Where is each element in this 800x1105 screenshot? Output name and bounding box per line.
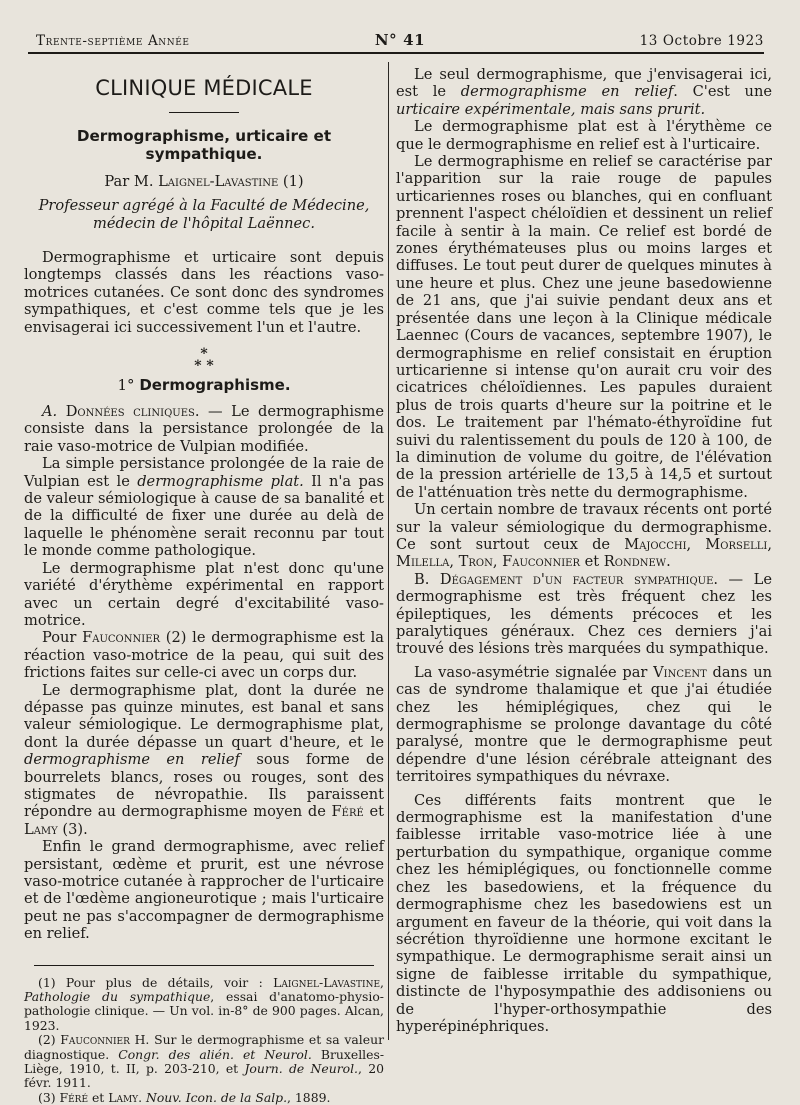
paragraph-recent-works: [396, 501, 772, 571]
subsection-name: Dermographisme.: [139, 376, 291, 395]
subsection-title: [24, 376, 384, 394]
para-label: A.: [42, 403, 58, 421]
paragraph-duration: [24, 682, 384, 839]
para-text: La vaso-asymétrie signalée par: [414, 663, 654, 681]
issue-date: 13 Octobre 1923: [639, 33, 764, 49]
para-text: (3).: [57, 820, 88, 838]
para-emphasis: dermographisme en relief: [24, 751, 240, 769]
para-text: Il n'a pas de valeur sémiologique à cause de sa banalité et de la difficulté de fixer une durée au delà de laquelle le phénomène serait reconnu par tout le monde comme pathologique.: [24, 472, 384, 560]
column-divider: [388, 62, 389, 1040]
footnote-text: , 1889.: [287, 1089, 331, 1105]
footnote-text: H. Sur le dermographisme et sa valeur diagnostique.: [24, 1032, 384, 1062]
paragraph-vaso-asymmetry: [396, 664, 772, 786]
footnote-text: (2): [38, 1032, 61, 1048]
paragraph-flat-dermographism: [24, 455, 384, 559]
para-text: et: [363, 803, 384, 821]
affiliation-line-2: médecin de l'hôpital Laënnec.: [93, 215, 315, 232]
section-heading: CLINIQUE MÉDICALE: [95, 76, 313, 100]
para-text: La simple persistance prolongée de la raie de Vulpian est le: [24, 455, 384, 490]
cited-author: Féré: [331, 803, 364, 821]
para-text: — Le dermographisme consiste dans la persistance prolongée de la raie vaso-motrice de Vulpian modifiée.: [24, 403, 384, 455]
footnote-2: [24, 1033, 384, 1091]
cited-author: Lamy: [24, 820, 58, 838]
footnote-text: .: [138, 1089, 146, 1105]
footnote-text: (1) Pour plus de détails, voir :: [38, 974, 274, 990]
para-text: sous forme de bourrelets blancs, roses ou rouges, sont des stigmates de névropathie. Ils paraissent répondre au dermographisme moyen de: [24, 751, 384, 821]
cited-author: Fauconnier: [60, 1032, 130, 1048]
asterism-top: *: [200, 346, 208, 363]
cited-author: Vincent: [653, 663, 707, 681]
footnote-text: ,: [380, 974, 384, 990]
para-text: . C'est une: [673, 83, 772, 101]
volume-label: Trente-septième Année: [36, 33, 190, 49]
para-heading: Données cliniques.: [65, 403, 200, 421]
paragraph-relief-description: Le dermographisme en relief se caractérise par l'apparition sur la raie rouge de papules urticariennes roses ou blanches, qui en confluant prennent l'aspect chéloïdien et dessinent un relief facile à sentir à la main. Ce relief est bordé de zones érythémateuses plus ou moins larges et diffuses. Le tout peut durer de quelques minutes à une heure et plus. Chez une jeune basedowienne de 21 ans, que j'ai suivie pendant deux ans et présentée dans une leçon à la Clinique médicale Laennec (Cours de vacances, septembre 1907), le dermographisme en relief consistait en éruption urticarienne si intense qu'on aurait cru voir des cicatrices chéloïdiennes. Les papules duraient plus de trois quarts d'heure sur la poitrine et le dos. Le traitement par l'hémato-éthyroïdine fut suivi du ralentissement du pouls de 120 à 100, de la diminution de volume du goitre, de l'élévation de la pression artérielle de 13,5 à 14,5 et surtout de l'atténuation très nette du dermographisme.: [396, 153, 772, 501]
author-affiliation: [24, 197, 384, 233]
para-text: .: [666, 553, 671, 571]
footnote-3: [24, 1091, 384, 1105]
paragraph-sympathetic-factor: [396, 571, 772, 658]
paragraph-fauconnier: [24, 629, 384, 681]
para-text: Un certain nombre de travaux récents ont porté sur la valeur sémiologique du dermographisme. Ce sont surtout ceux de: [396, 501, 772, 553]
paragraph-clinical-data: [24, 403, 384, 455]
para-emphasis: dermographisme plat.: [137, 472, 304, 490]
cited-author: Féré: [59, 1089, 89, 1105]
para-text: et: [580, 553, 604, 571]
section-rule: [169, 112, 239, 113]
footnote-emphasis: Congr. des alién. et Neurol.: [118, 1046, 312, 1062]
para-label: B.: [414, 570, 430, 588]
cited-author: Fauconnier: [82, 629, 161, 647]
para-emphasis: dermographisme en relief: [460, 83, 674, 101]
para-text: dans un cas de syndrome thalamique et que j'ai étudiée chez les hémiplégiques, chez qui le dermographisme se prolonge davantage du côté paralysé, montre que le dermographisme peut dépendre d'une lésion cérébrale atteignant des territoires sympathiques du névraxe.: [396, 663, 772, 786]
author-footnote-ref: (1): [282, 173, 304, 190]
para-emphasis: urticaire expérimentale, mais sans prurit.: [396, 100, 706, 118]
footnote-text: Bruxelles-Liège, 1910, t. II, p. 203-210, et: [24, 1046, 385, 1077]
footnote-text: , 20 févr. 1911.: [24, 1061, 384, 1091]
affiliation-line-1: Professeur agrégé à la Faculté de Médecine,: [38, 197, 370, 214]
paragraph-analogy: Le dermographisme plat est à l'érythème ce que le dermographisme en relief est à l'urticaire.: [396, 118, 772, 153]
footnote-rule: [34, 965, 374, 966]
paragraph-conclusion: Ces différents faits montrent que le dermographisme est la manifestation d'une faiblesse irritable vaso-motrice liée à une perturbation du sympathique, organique comme chez les hémiplégiques, ou fonctionnelle comme chez les basedowiens, et la fréquence du dermographisme chez les basedowiens est un argument en faveur de la théorie, qui voit dans la sécrétion thyroïdienne une hormone excitant le sympathique. Le dermographisme serait ainsi un signe de faiblesse irritable du sympathique, distincte de l'hyposympathie des addisoniens ou de l'hyper-orthosympathie des hyperépinéphriques.: [396, 791, 772, 1035]
footnotes: [24, 976, 384, 1105]
intro-paragraph: Dermographisme et urticaire sont depuis longtemps classés dans les réactions vaso-motrices cutanées. Ce sont donc des syndromes sympathiques, et c'est comme tels que je les envisagerai ici successivement l'un et l'autre.: [24, 249, 384, 336]
paragraph-relief-intro: [396, 66, 772, 118]
author-prefix: Par M.: [104, 173, 154, 190]
subsection-number: 1°: [117, 376, 135, 395]
right-column: [396, 66, 772, 1056]
footnote-text: et: [88, 1089, 109, 1105]
para-text: Le dermographisme plat, dont la durée ne dépasse pas quinze minutes, est banal et sans valeur sémiologique. Le dermographisme plat, dont la durée dépasse un quart d'heure, et le: [24, 681, 384, 751]
cited-author: Lamy: [108, 1089, 139, 1105]
footnote-text: (3): [38, 1089, 60, 1105]
paragraph-erythema: Le dermographisme plat n'est donc qu'une variété d'érythème expérimental en rapport avec un certain degré d'excitabilité vaso-motrice.: [24, 559, 384, 629]
cited-author: Laignel-Lavastine: [273, 974, 381, 990]
author-name: Laignel-Lavastine: [158, 173, 279, 190]
running-header: [36, 30, 764, 52]
footnote-emphasis: Pathologie du sympathique: [24, 989, 211, 1005]
footnote-text: , essai d'anatomo-physio-pathologie clinique. — Un vol. in-8° de 900 pages. Alcan, 1923.: [24, 989, 384, 1033]
header-rule: [28, 52, 764, 54]
article-title: Dermographisme, urticaire et sympathique.: [76, 127, 332, 163]
asterism: [24, 346, 384, 375]
para-text: Le seul dermographisme, que j'envisagerai ici, est le: [396, 66, 772, 101]
footnote-emphasis: Journ. de Neurol.: [244, 1061, 358, 1077]
para-heading: Dégagement d'un facteur sympathique.: [439, 570, 719, 588]
asterism-bottom: * *: [194, 358, 214, 375]
para-text: (2) le dermographisme est la réaction vaso-motrice de la peau, qui suit des frictions faites sur celle-ci avec un corps dur.: [24, 629, 384, 682]
footnote-emphasis: Nouv. Icon. de la Salp.: [146, 1089, 288, 1105]
cited-author: Rondnew: [603, 553, 667, 571]
para-text: — Le dermographisme est très fréquent chez les épileptiques, les déments précoces et les paralytiques généraux. Chez ces derniers j'ai trouvé des lésions très marquées du sympathique.: [396, 570, 772, 658]
para-text: Pour: [42, 629, 83, 647]
footnote-1: [24, 976, 384, 1034]
left-column: [24, 66, 385, 1105]
issue-number: N° 41: [374, 31, 426, 49]
article-author: [24, 173, 384, 190]
paragraph-great-dermographism: Enfin le grand dermographisme, avec relief persistant, œdème et prurit, est une névrose vaso-motrice cutanée à rapprocher de l'urticaire et de l'œdème angioneurotique ; mais l'urticaire peut ne pas s'accompagner de dermographisme en relief.: [24, 838, 384, 943]
cited-authors: Majocchi, Morselli, Milella, Tron, Fauconnier: [396, 535, 772, 571]
